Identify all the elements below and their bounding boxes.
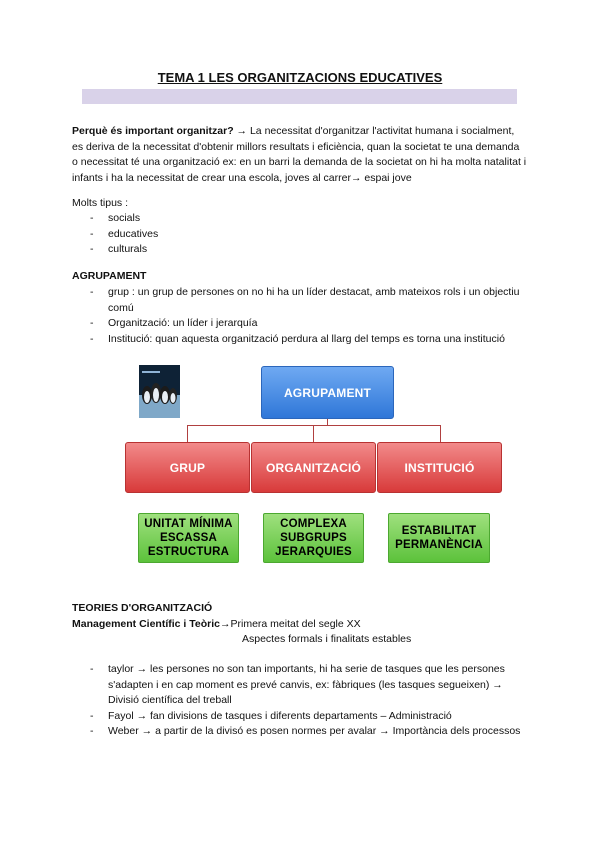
intro-arrow: →: [236, 125, 248, 137]
diagram-leaf-institucio: [388, 513, 490, 563]
list-item: - Organització: un líder i jerarquía: [72, 316, 527, 332]
leaf-line: UNITAT MÍNIMA: [144, 518, 233, 530]
leaf-line: SUBGRUPS: [280, 532, 347, 544]
list-item: - socials: [72, 211, 527, 227]
connector-line: [313, 425, 314, 442]
list-item: - culturals: [72, 242, 527, 258]
list-item: - Institució: quan aquesta organització perdura al llarg del temps es torna una institució: [72, 332, 527, 348]
book-cover-image: [139, 365, 180, 418]
connector-line: [440, 425, 441, 442]
diagram-node-grup: GRUP: [125, 442, 250, 493]
intro-text: La necessitat d'organitzar l'activitat humana i socialment, es deriva de la necessitat d'obtenir millors resultats i eficiència, quan la societat te una demanda o necessitat té una organització ex: en un barri la demanda de la societat on hi ha molta natalitat i infants i ha la necessitat de crear una escola, joves al carrer→ espai jove: [72, 125, 527, 184]
teories-subheading-line: [72, 618, 361, 630]
list-item: - grup : un grup de persones on no hi ha un líder destacat, amb mateixos rols i un objectiu comú: [72, 285, 527, 316]
teories-subheading: Management Científic i Teòric: [72, 618, 220, 630]
intro-paragraph: [72, 124, 527, 186]
diagram-node-organitzacio: ORGANITZACIÓ: [251, 442, 376, 493]
leaf-line: ESCASSA: [159, 532, 217, 544]
title-highlight-bar: [82, 89, 517, 104]
types-label: Molts tipus :: [72, 197, 129, 209]
types-list: [72, 211, 527, 258]
list-item: - taylor → les persones no son tan importants, hi ha serie de tasques que les persones s'adapten i en cap moment es prevé canvis, ex: fàbriques (les tasques segueixen) → Divisió científica del treball: [72, 662, 527, 709]
leaf-line: JERARQUIES: [275, 546, 352, 558]
leaf-line: COMPLEXA: [280, 518, 347, 530]
leaf-line: ESTRUCTURA: [147, 546, 230, 558]
diagram-node-institucio: INSTITUCIÓ: [377, 442, 502, 493]
intro-question: Perquè és important organitzar?: [72, 125, 234, 137]
teories-line2: Aspectes formals i finalitats estables: [242, 633, 412, 645]
agrupament-list: [72, 285, 527, 347]
leaf-line: ESTABILITAT: [401, 525, 477, 537]
list-item: - educatives: [72, 227, 527, 243]
connector-line: [187, 425, 441, 426]
teories-line1: Primera meitat del segle XX: [230, 618, 361, 630]
diagram-leaf-grup: [138, 513, 239, 563]
teories-arrow: →: [220, 618, 231, 630]
diagram-leaf-organitzacio: [263, 513, 364, 563]
penguins-illustration: [139, 365, 180, 418]
connector-line: [187, 425, 188, 442]
teories-list: [72, 662, 527, 740]
list-item: - Weber → a partir de la divisó es posen normes per avalar → Importància dels processos: [72, 724, 527, 740]
teories-heading: TEORIES D'ORGANITZACIÓ: [72, 602, 213, 614]
leaf-line: PERMANÈNCIA: [395, 539, 483, 551]
agrupament-heading: AGRUPAMENT: [72, 270, 147, 282]
document-title: TEMA 1 LES ORGANITZACIONS EDUCATIVES: [157, 70, 443, 85]
diagram-root-node: AGRUPAMENT: [261, 366, 394, 419]
list-item: - Fayol → fan divisions de tasques i diferents departaments – Administració: [72, 709, 527, 725]
